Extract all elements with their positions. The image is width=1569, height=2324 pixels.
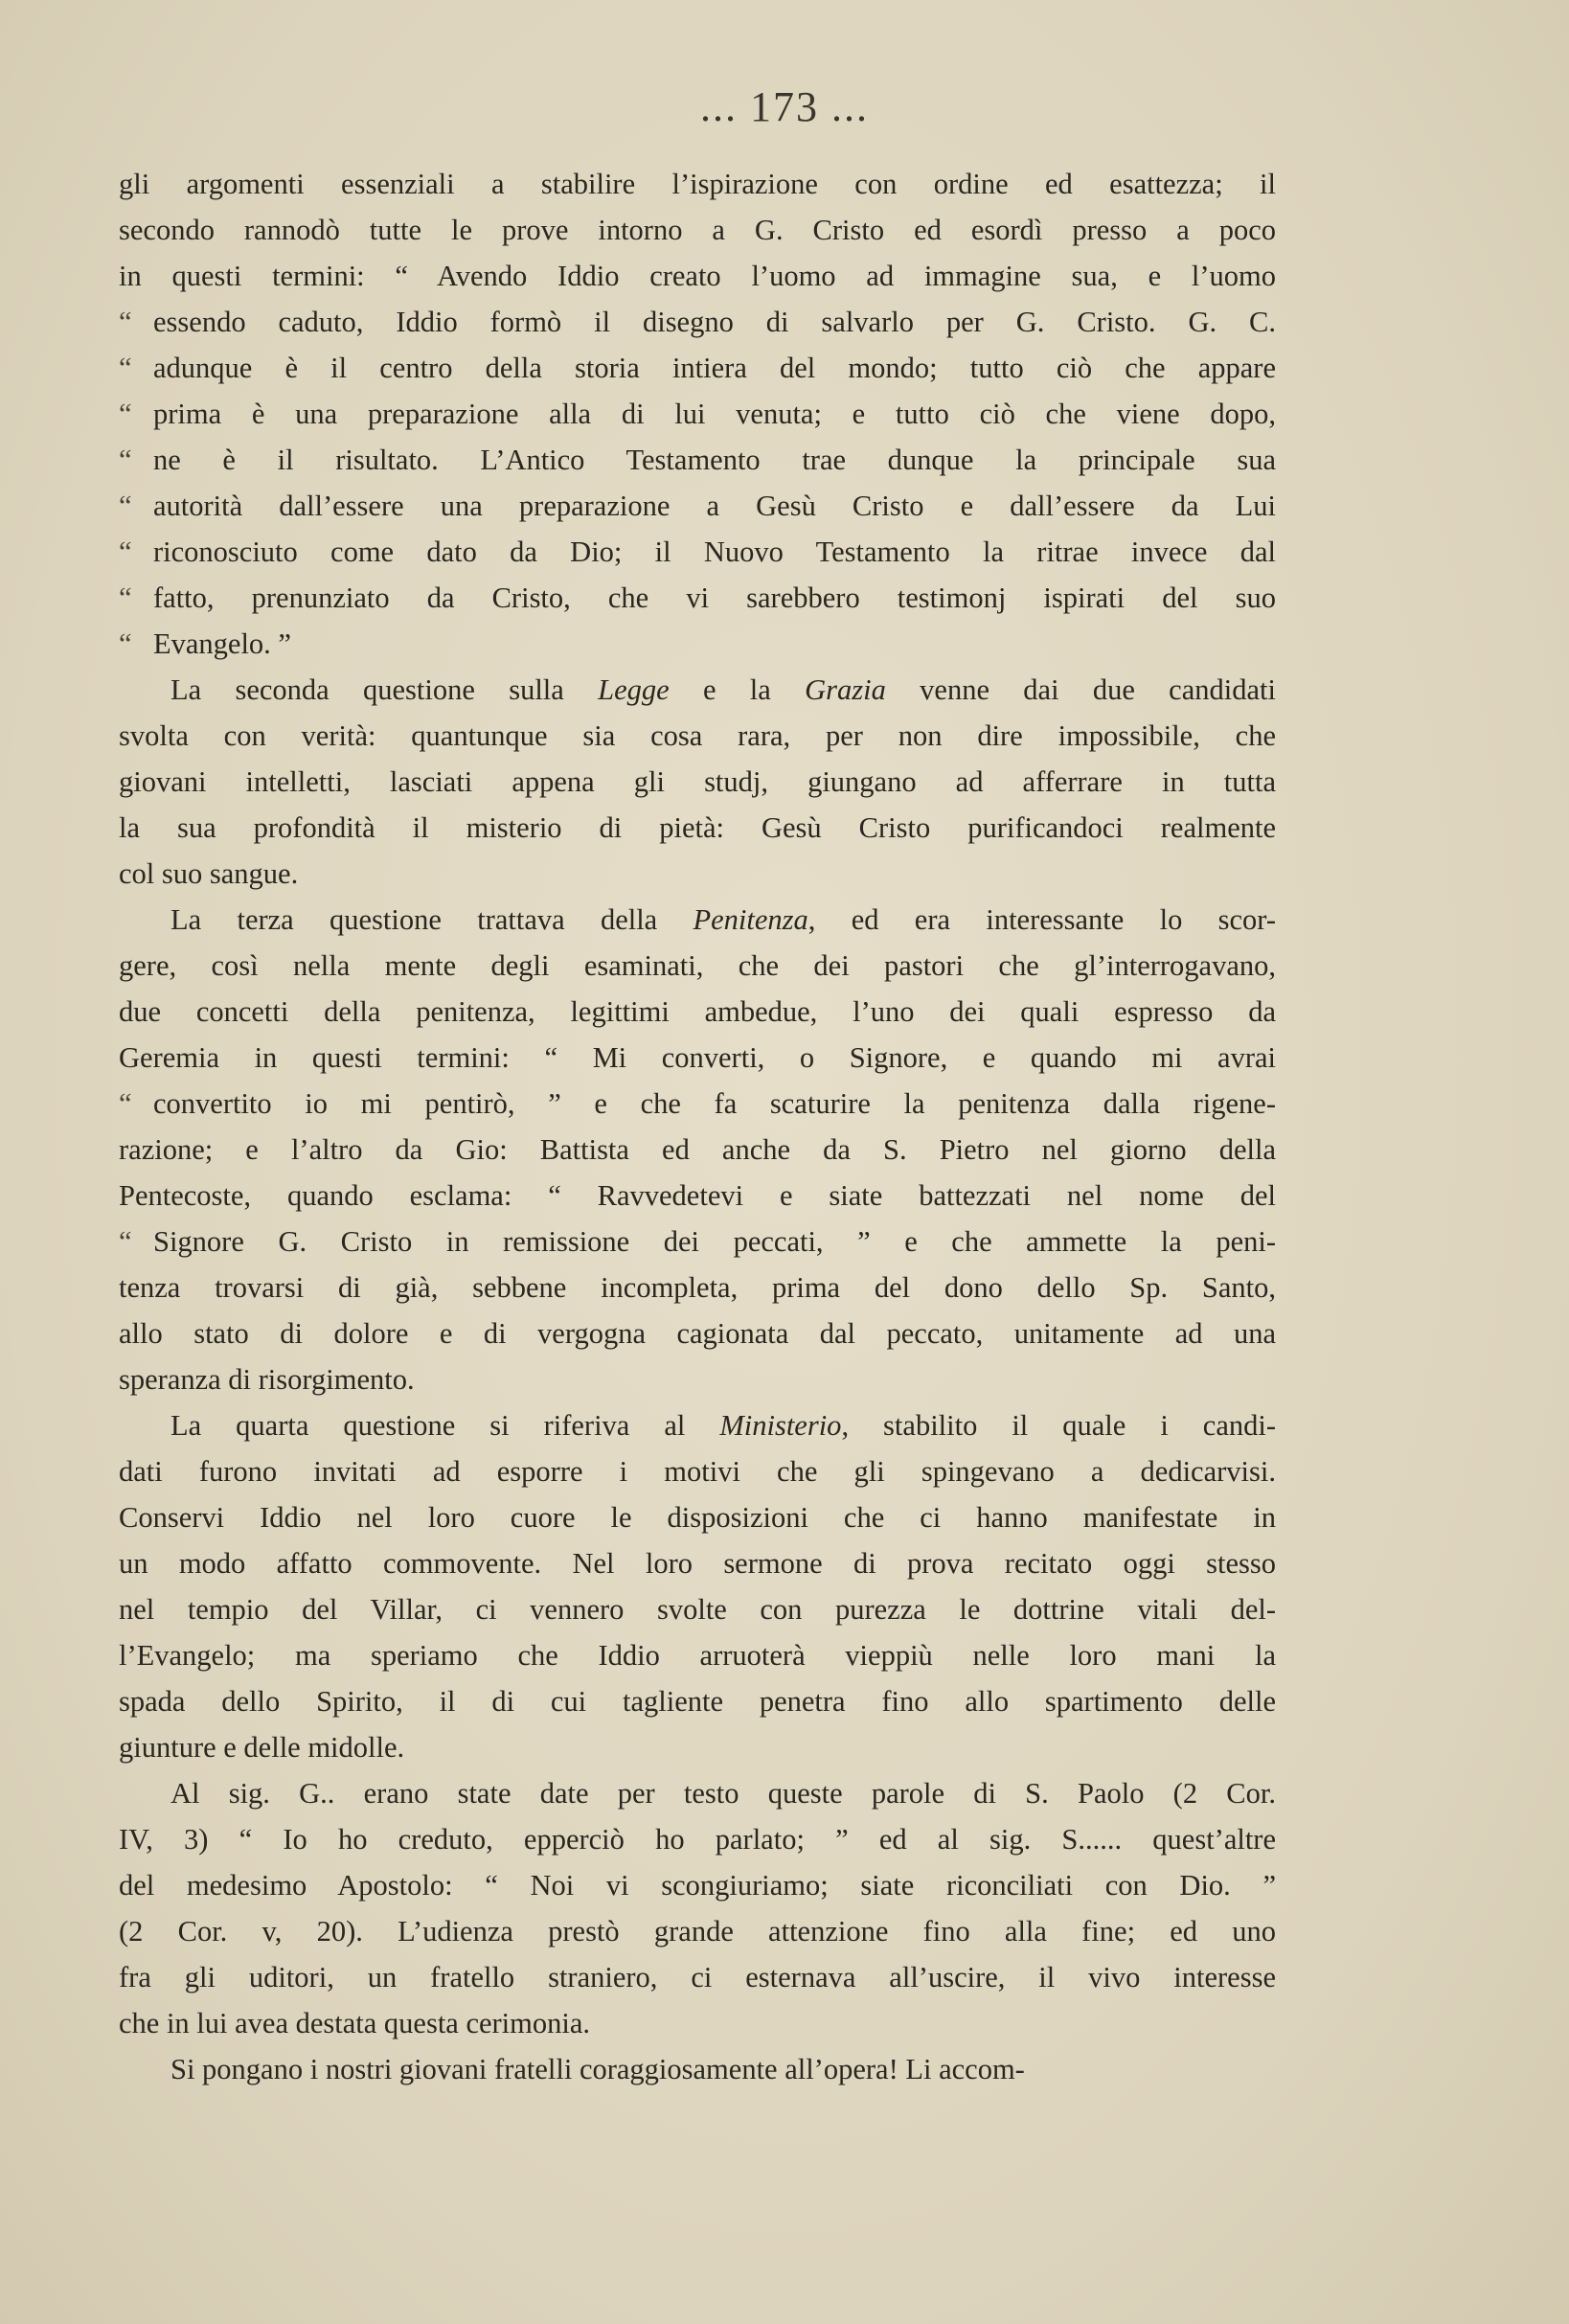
text-line: [119, 345, 1276, 391]
line-text: fatto, prenunziato da Cristo, che vi sarebbero testimonj ispirati del suo: [153, 581, 1276, 614]
line-text: spada dello Spirito, il di cui tagliente penetra fino allo spartimento delle: [119, 1685, 1276, 1718]
text-line: [119, 207, 1276, 253]
line-text: speranza di risorgimento.: [119, 1363, 415, 1396]
text-line: [119, 1356, 1276, 1402]
quote-mark: “: [119, 627, 132, 660]
line-text: prima è una preparazione alla di lui venuta; e tutto ciò che viene dopo,: [153, 398, 1276, 430]
text-line: [119, 1678, 1276, 1724]
text-line: [119, 575, 1276, 621]
quote-mark: “: [119, 398, 132, 430]
line-text: convertito io mi pentirò, ” e che fa scaturire la penitenza dalla rigene-: [153, 1087, 1276, 1120]
text-line: [119, 2000, 1276, 2046]
line-text: Signore G. Cristo in remissione dei peccati, ” e che ammette la peni-: [153, 1225, 1276, 1258]
text-line: [119, 1035, 1276, 1081]
text-line: [119, 1173, 1276, 1219]
line-text: adunque è il centro della storia intiera del mondo; tutto ciò che appare: [153, 352, 1276, 384]
line-text: Evangelo. ”: [153, 627, 291, 660]
text-line: [119, 253, 1276, 299]
text-line: [119, 1954, 1276, 2000]
text-line: [119, 943, 1276, 989]
text-line: [119, 621, 1276, 667]
line-text: Pentecoste, quando esclama: “ Ravvedetevi e siate battezzati nel nome del: [119, 1179, 1276, 1212]
line-text: col suo sangue.: [119, 857, 299, 890]
quote-mark: “: [119, 581, 132, 614]
text-line: [119, 1908, 1276, 1954]
text-line: [119, 1127, 1276, 1173]
line-text: (2 Cor. v, 20). L’udienza prestò grande attenzione fino alla fine; ed uno: [119, 1915, 1276, 1948]
line-text: nel tempio del Villar, ci vennero svolte con purezza le dottrine vitali del-: [119, 1593, 1276, 1626]
text-line: [119, 437, 1276, 483]
line-text: autorità dall’essere una preparazione a Gesù Cristo e dall’essere da Lui: [153, 490, 1276, 522]
text-line: [119, 897, 1276, 943]
text-line: [119, 391, 1276, 437]
text-line: [119, 851, 1276, 897]
quote-mark: “: [119, 306, 132, 338]
text-line: [119, 1540, 1276, 1586]
quote-mark: “: [119, 490, 132, 522]
text-line: [119, 1081, 1276, 1127]
line-text: l’Evangelo; ma speriamo che Iddio arruoterà vieppiù nelle loro mani la: [119, 1639, 1276, 1672]
line-text: fra gli uditori, un fratello straniero, ci esternava all’uscire, il vivo interesse: [119, 1961, 1276, 1994]
text-line: [119, 805, 1276, 851]
line-text: che in lui avea destata questa cerimonia.: [119, 2007, 591, 2039]
text-line: [119, 1494, 1276, 1540]
quote-mark: “: [119, 352, 132, 384]
line-text: Al sig. G.. erano state date per testo queste parole di S. Paolo (2 Cor.: [171, 1777, 1276, 1810]
line-text: due concetti della penitenza, legittimi ambedue, l’uno dei quali espresso da: [119, 995, 1276, 1028]
text-line: [119, 1724, 1276, 1770]
line-text: dati furono invitati ad esporre i motivi che gli spingevano a dedicarvisi.: [119, 1455, 1276, 1488]
line-text: giovani intelletti, lasciati appena gli studj, giungano ad afferrare in tutta: [119, 765, 1276, 798]
text-line: [119, 1219, 1276, 1265]
line-text: giunture e delle midolle.: [119, 1731, 405, 1764]
line-text: in questi termini: “ Avendo Iddio creato l’uomo ad immagine sua, e l’uomo: [119, 260, 1276, 292]
line-text: ne è il risultato. L’Antico Testamento trae dunque la principale sua: [153, 444, 1276, 476]
quote-mark: “: [119, 1087, 132, 1120]
line-text: secondo rannodò tutte le prove intorno a G. Cristo ed esordì presso a poco: [119, 214, 1276, 246]
line-text: un modo affatto commovente. Nel loro sermone di prova recitato oggi stesso: [119, 1547, 1276, 1580]
text-line: [119, 989, 1276, 1035]
text-line: [119, 713, 1276, 759]
text-line: [119, 759, 1276, 805]
line-text: La terza questione trattava della Penitenza, ed era interessante lo scor-: [171, 903, 1276, 936]
text-line: [119, 529, 1276, 575]
text-line: [119, 161, 1276, 207]
quote-mark: “: [119, 444, 132, 476]
page-number: ... 173 ...: [700, 83, 869, 130]
text-line: [119, 1310, 1276, 1356]
line-text: essendo caduto, Iddio formò il disegno di salvarlo per G. Cristo. G. C.: [153, 306, 1276, 338]
line-text: Geremia in questi termini: “ Mi converti, o Signore, e quando mi avrai: [119, 1041, 1276, 1074]
text-line: [119, 667, 1276, 713]
line-text: La seconda questione sulla Legge e la Grazia venne dai due candidati: [171, 673, 1276, 706]
text-line: [119, 1816, 1276, 1862]
text-line: [119, 483, 1276, 529]
line-text: gli argomenti essenziali a stabilire l’ispirazione con ordine ed esattezza; il: [119, 168, 1276, 200]
text-line: [119, 1632, 1276, 1678]
line-text: svolta con verità: quantunque sia cosa rara, per non dire impossibile, che: [119, 719, 1276, 752]
text-line: [119, 1448, 1276, 1494]
line-text: La quarta questione si riferiva al Ministerio, stabilito il quale i candi-: [171, 1409, 1276, 1442]
line-text: riconosciuto come dato da Dio; il Nuovo Testamento la ritrae invece dal: [153, 535, 1276, 568]
text-line: [119, 299, 1276, 345]
line-text: del medesimo Apostolo: “ Noi vi scongiuriamo; siate riconciliati con Dio. ”: [119, 1869, 1276, 1902]
line-text: IV, 3) “ Io ho creduto, epperciò ho parlato; ” ed al sig. S...... quest’altre: [119, 1823, 1276, 1856]
line-text: allo stato di dolore e di vergogna cagionata dal peccato, unitamente ad una: [119, 1317, 1276, 1350]
text-line: [119, 1402, 1276, 1448]
line-text: Si pongano i nostri giovani fratelli coraggiosamente all’opera! Li accom-: [171, 2053, 1025, 2085]
line-text: tenza trovarsi di già, sebbene incompleta, prima del dono dello Sp. Santo,: [119, 1271, 1276, 1304]
text-line: [119, 1770, 1276, 1816]
text-line: [119, 2046, 1276, 2092]
line-text: la sua profondità il misterio di pietà: Gesù Cristo purificandoci realmente: [119, 811, 1276, 844]
line-text: Conservi Iddio nel loro cuore le disposizioni che ci hanno manifestate in: [119, 1501, 1276, 1534]
line-text: razione; e l’altro da Gio: Battista ed anche da S. Pietro nel giorno della: [119, 1133, 1276, 1166]
quote-mark: “: [119, 535, 132, 568]
text-line: [119, 1862, 1276, 1908]
quote-mark: “: [119, 1225, 132, 1258]
text-line: [119, 1265, 1276, 1310]
body-text: [119, 161, 1276, 2092]
text-line: [119, 1586, 1276, 1632]
line-text: gere, così nella mente degli esaminati, che dei pastori che gl’interrogavano,: [119, 949, 1276, 982]
